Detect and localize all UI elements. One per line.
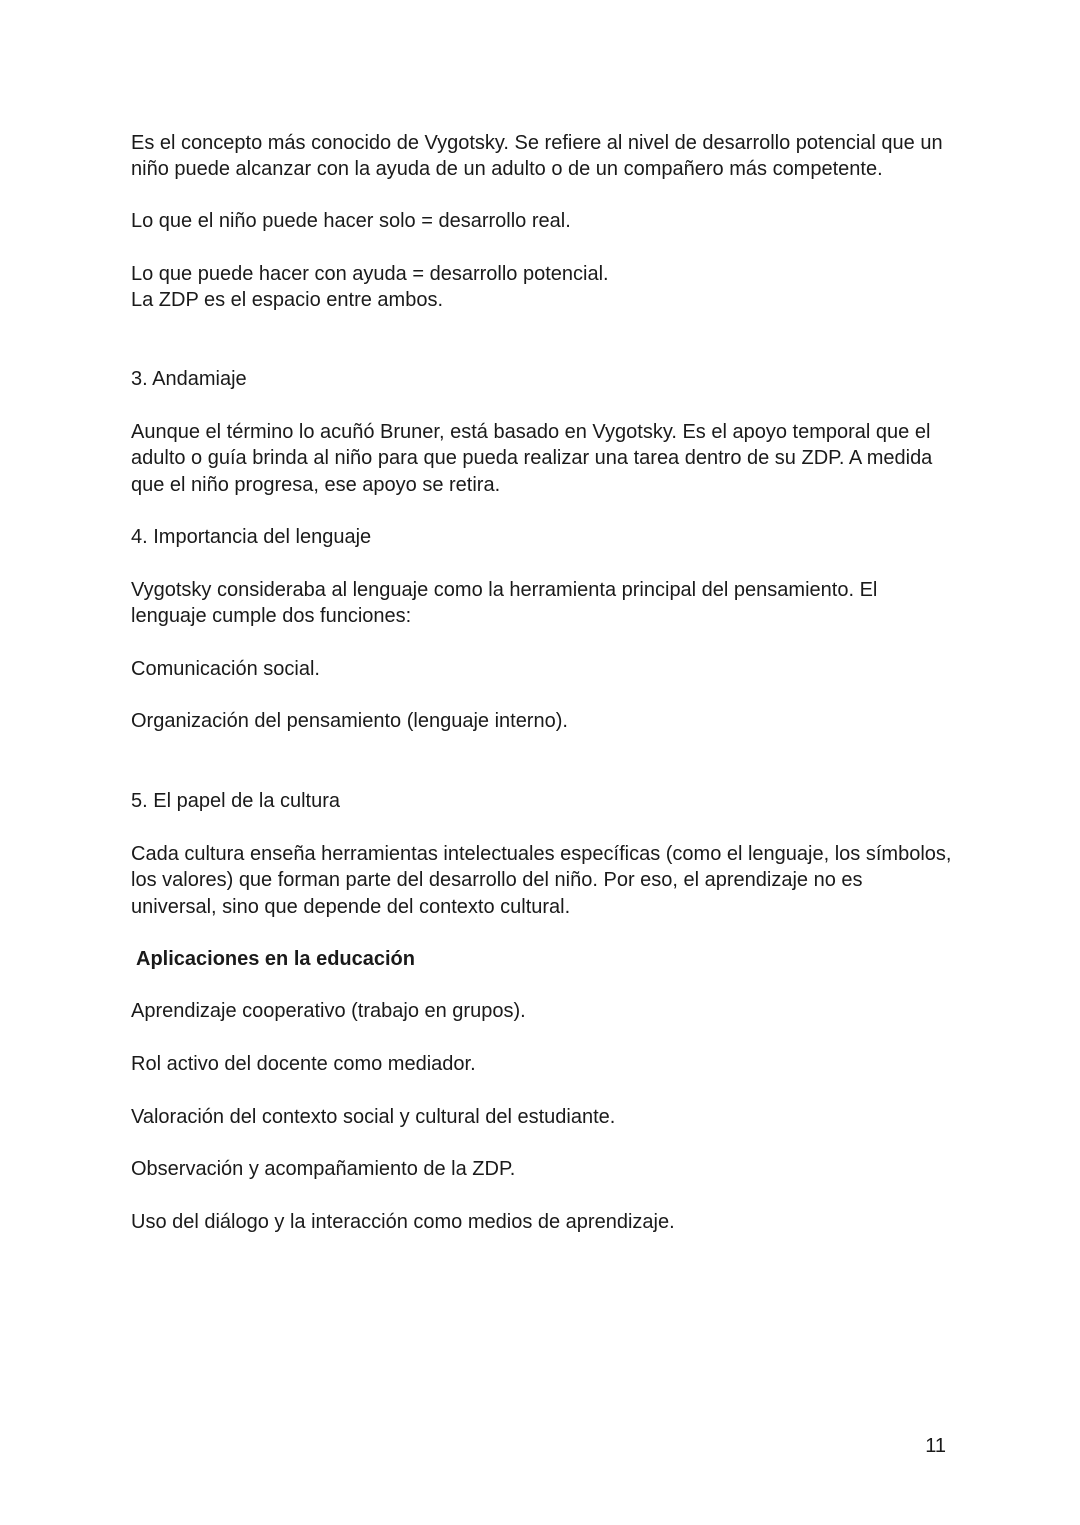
zdp-paragraph-line-2: niño puede alcanzar con la ayuda de un adulto o de un compañero más competente. (131, 158, 883, 180)
application-item: Rol activo del docente como mediador. (131, 1053, 476, 1075)
real-development-line: Lo que el niño puede hacer solo = desarrollo real. (131, 210, 571, 232)
section-3-line-3: que el niño progresa, ese apoyo se retira. (131, 474, 501, 496)
section-3-heading: 3. Andamiaje (131, 368, 247, 390)
application-item: Uso del diálogo y la interacción como medios de aprendizaje. (131, 1211, 675, 1233)
language-function-1: Comunicación social. (131, 658, 320, 680)
section-4-line-2: lenguaje cumple dos funciones: (131, 605, 412, 627)
potential-development-line-2: La ZDP es el espacio entre ambos. (131, 289, 444, 311)
section-5-heading: 5. El papel de la cultura (131, 790, 341, 812)
section-3-line-2: adulto o guía brinda al niño para que pueda realizar una tarea dentro de su ZDP. A medida (131, 447, 933, 469)
section-5-line-2: los valores) que forman parte del desarrollo del niño. Por eso, el aprendizaje no es (131, 869, 863, 891)
application-item: Valoración del contexto social y cultural del estudiante. (131, 1106, 616, 1128)
section-5-line-1: Cada cultura enseña herramientas intelectuales específicas (como el lenguaje, los símbolos, (131, 843, 952, 865)
applications-heading: Aplicaciones en la educación (136, 948, 415, 970)
section-3-line-1: Aunque el término lo acuñó Bruner, está basado en Vygotsky. Es el apoyo temporal que el (131, 421, 931, 443)
section-4-line-1: Vygotsky consideraba al lenguaje como la herramienta principal del pensamiento. El (131, 579, 878, 601)
application-item: Aprendizaje cooperativo (trabajo en grupos). (131, 1000, 526, 1022)
potential-development-line-1: Lo que puede hacer con ayuda = desarrollo potencial. (131, 263, 609, 285)
page-number: 11 (925, 1435, 946, 1457)
language-function-2: Organización del pensamiento (lenguaje interno). (131, 710, 568, 732)
application-item: Observación y acompañamiento de la ZDP. (131, 1158, 516, 1180)
section-5-line-3: universal, sino que depende del contexto cultural. (131, 896, 571, 918)
section-4-heading: 4. Importancia del lenguaje (131, 526, 372, 548)
zdp-paragraph-line-1: Es el concepto más conocido de Vygotsky. Se refiere al nivel de desarrollo potencial que un (131, 132, 943, 154)
